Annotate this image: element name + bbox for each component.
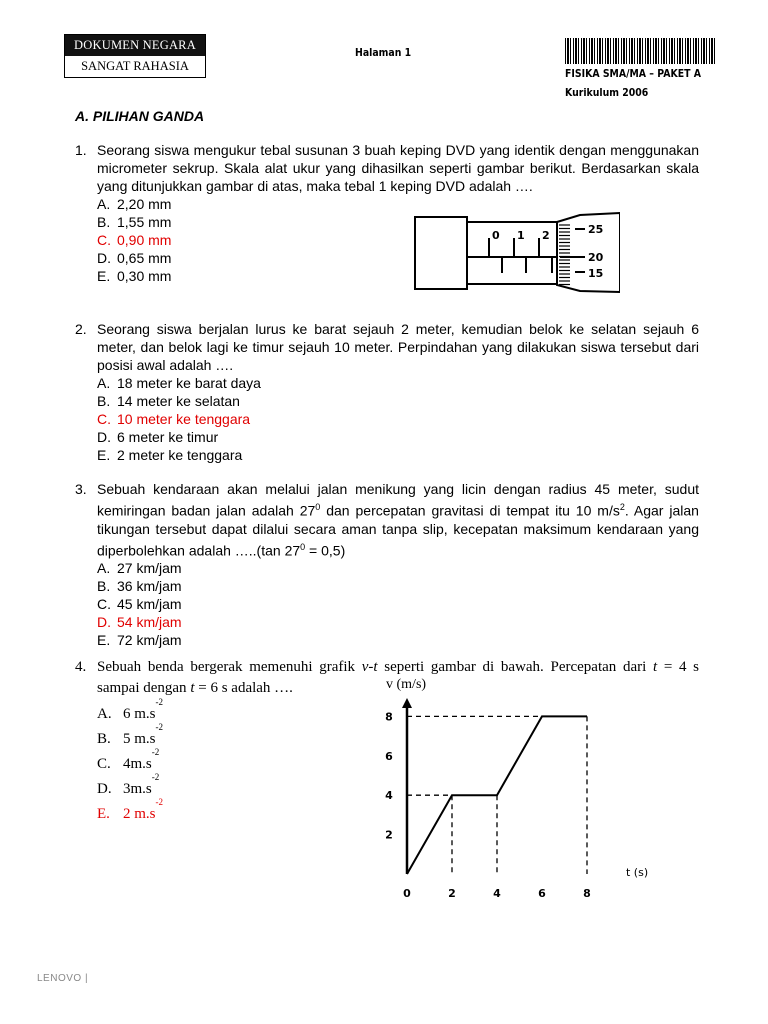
x-tick-label: 2 — [448, 887, 456, 900]
main-scale-label: 0 — [492, 229, 500, 242]
question-number: 2. — [75, 321, 87, 337]
y-tick-label: 8 — [385, 710, 393, 724]
option-c-answer: C. 10 meter ke tenggara — [97, 411, 251, 427]
x-tick-label: 6 — [538, 887, 546, 900]
question-number: 4. — [75, 659, 87, 675]
section-title: A. PILIHAN GANDA — [75, 108, 205, 124]
question-text: Sebuah kendaraan akan melalui jalan menikung yang licin dengan radius 45 meter, sudut kemiringan badan jalan adalah $27^0$ dan percepatan gravitasi di tempat itu 10 $m/s^2$. Agar jalan tikungan tersebut dapat dilalui secara aman tanpa slip, kecepatan maksimum kendaraan yang diperbolehkan adalah …..(tan $27^0 = 0,5$) — [97, 481, 699, 559]
option-d: D. 3m.s -2 — [97, 772, 160, 797]
page-number: Halaman 1 — [355, 46, 412, 59]
option-c-answer: C. 0,90 mm — [97, 232, 172, 248]
option-d: D. 0,65 mm — [97, 250, 172, 266]
option-b: B. 5 m.s -2 — [97, 722, 164, 747]
thimble-label: 20 — [588, 251, 604, 264]
main-scale-label: 2 — [542, 229, 550, 242]
question-number: 1. — [75, 142, 87, 158]
thimble-label: 15 — [588, 267, 604, 280]
option-d-answer: D. 54 km/jam — [97, 614, 182, 631]
option-e-answer: E. 2 m.s -2 — [97, 797, 164, 822]
x-tick-label: 8 — [583, 887, 591, 900]
y-tick-label: 4 — [385, 789, 393, 803]
option-c: C. 4m.s -2 — [97, 747, 160, 772]
subject: FISIKA SMA/MA – PAKET A — [565, 67, 701, 80]
option-a: A. 18 meter ke barat daya — [97, 375, 261, 391]
option-b: B. 1,55 mm — [97, 214, 172, 230]
stamp-top: DOKUMEN NEGARA — [65, 35, 205, 56]
y-axis-label: v (m/s) — [386, 677, 427, 692]
y-tick-label: 2 — [385, 828, 393, 842]
option-a: A. 27 km/jam — [97, 560, 182, 577]
footer-text: LENOVO | — [37, 973, 89, 984]
option-e: E. 0,30 mm — [97, 268, 172, 284]
question-text: Seorang siswa mengukur tebal susunan 3 buah keping DVD yang identik dengan menggunakan micrometer sekrup. Skala alat ukur yang dihasilkan seperti gambar berikut. Berdasarkan skala yang ditunjukkan gambar di atas, maka tebal 1 keping DVD adalah …. — [97, 142, 699, 194]
option-a: A. 6 m.s -2 — [97, 697, 164, 722]
option-b: B. 36 km/jam — [97, 578, 182, 595]
option-e: E. 2 meter ke tenggara — [97, 447, 243, 463]
option-c: C. 45 km/jam — [97, 596, 182, 613]
question-number: 3. — [75, 481, 87, 497]
thimble-label: 25 — [588, 223, 604, 236]
question-text: Seorang siswa berjalan lurus ke barat sejauh 2 meter, kemudian belok ke selatan sejauh 6 meter, dan belok lagi ke timur sejauh 10 meter. Perpindahan yang dilakukan siswa tersebut dari posisi awal adalah …. — [97, 321, 699, 373]
main-scale-label: 1 — [517, 229, 525, 242]
question-text: Sebuah benda bergerak memenuhi grafik v-t seperti gambar di bawah. Percepatan dari t = 4 s sampai dengan t = 6 s adalah …. — [97, 659, 700, 696]
x-tick-label: 4 — [493, 887, 501, 900]
y-axis-arrow-icon — [402, 698, 412, 708]
option-b: B. 14 meter ke selatan — [97, 393, 240, 409]
option-d: D. 6 meter ke timur — [97, 429, 219, 445]
option-a: A. 2,20 mm — [97, 196, 172, 212]
x-axis-label: t (s) — [626, 866, 649, 879]
y-tick-label: 6 — [385, 749, 393, 763]
stamp-bottom: SANGAT RAHASIA — [81, 59, 189, 73]
curriculum: Kurikulum 2006 — [565, 86, 649, 99]
option-e: E. 72 km/jam — [97, 632, 182, 649]
x-tick-label: 0 — [403, 887, 411, 900]
